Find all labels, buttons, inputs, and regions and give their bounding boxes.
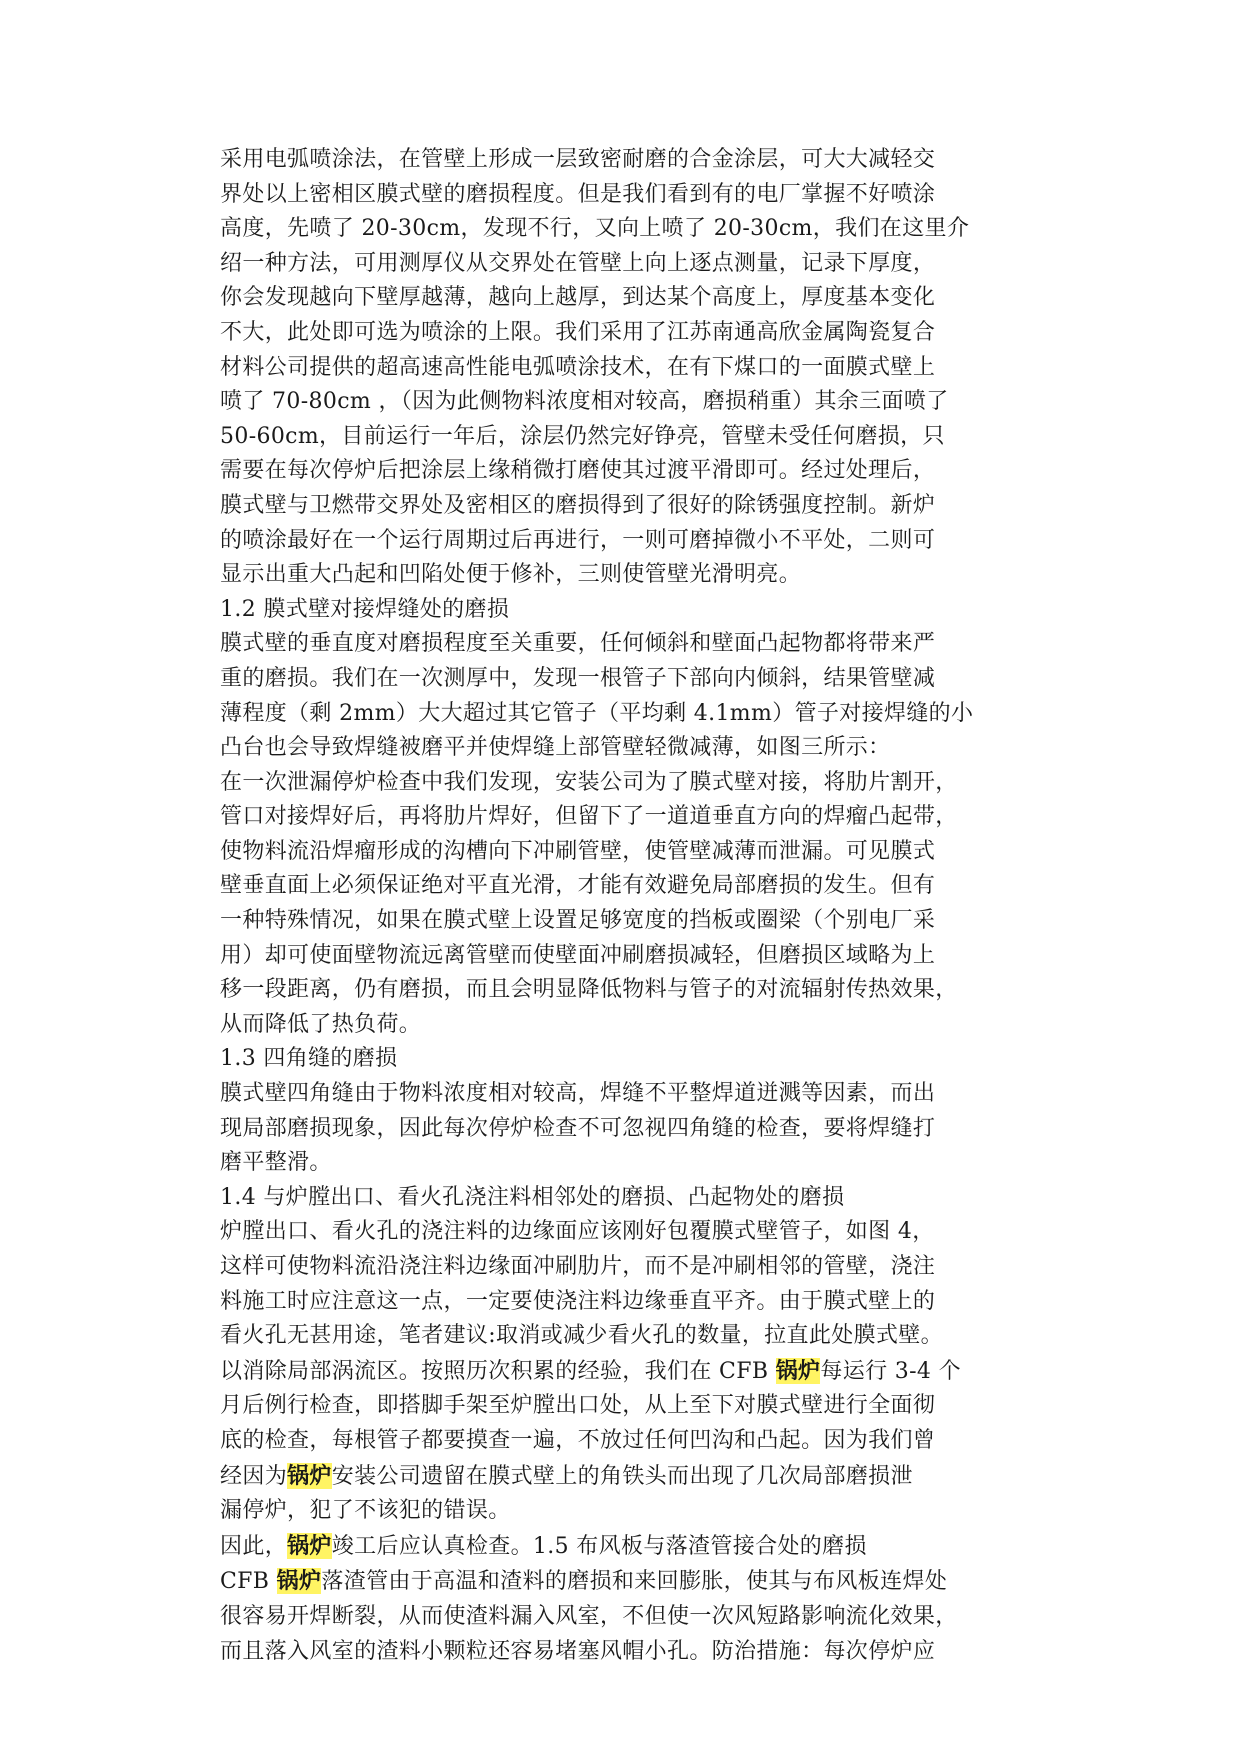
text-line — [220, 316, 1020, 351]
text-segment: 以消除局部涡流区。按照历次积累的经验，我们在 CFB — [220, 1358, 776, 1384]
text-line — [220, 766, 1020, 801]
highlighted-keyword: 锅炉 — [276, 1568, 322, 1595]
text-segment: 经因为 — [220, 1463, 288, 1489]
text-line — [220, 627, 1020, 662]
text-line — [220, 1494, 1020, 1529]
text-segment: 磨平整滑。 — [220, 1150, 332, 1176]
text-segment: 看火孔无甚用途，笔者建议:取消或减少看火孔的数量，拉直此处膜式壁。 — [220, 1323, 943, 1349]
text-segment: 现局部磨损现象，因此每次停炉检查不可忽视四角缝的检查，要将焊缝打 — [220, 1115, 936, 1141]
text-segment: 底的检查，每根管子都要摸查一遍，不放过任何凹沟和凸起。因为我们曾 — [220, 1427, 936, 1453]
text-segment: 材料公司提供的超高速高性能电弧喷涂技术，在有下煤口的一面膜式壁上 — [220, 354, 936, 380]
text-line — [220, 178, 1020, 213]
text-line — [220, 697, 1020, 732]
text-segment: 界处以上密相区膜式壁的磨损程度。但是我们看到有的电厂掌握不好喷涂 — [220, 181, 936, 207]
text-line — [220, 1181, 1020, 1216]
text-segment: 凸台也会导致焊缝被磨平并使焊缝上部管壁轻微减薄，如图三所示： — [220, 735, 891, 761]
text-line — [220, 524, 1020, 559]
text-line — [220, 1285, 1020, 1320]
text-segment: 1.3 四角缝的磨损 — [220, 1046, 398, 1072]
text-line — [220, 212, 1020, 247]
text-segment: 管口对接焊好后，再将肋片焊好，但留下了一道道垂直方向的焊瘤凸起带， — [220, 804, 958, 830]
text-line — [220, 1042, 1020, 1077]
text-line — [220, 800, 1020, 835]
text-line — [220, 869, 1020, 904]
text-segment: 安装公司遗留在膜式壁上的角铁头而出现了几次局部磨损泄 — [331, 1463, 913, 1489]
text-segment: 在一次泄漏停炉检查中我们发现，安装公司为了膜式壁对接，将肋片割开， — [220, 769, 958, 795]
text-line — [220, 835, 1020, 870]
text-line — [220, 1564, 1020, 1600]
text-segment: 绍一种方法，可用测厚仪从交界处在管壁上向上逐点测量，记录下厚度， — [220, 250, 936, 276]
text-segment: 的喷涂最好在一个运行周期过后再进行，一则可磨掉微小不平处，二则可 — [220, 527, 936, 553]
text-line — [220, 973, 1020, 1008]
text-line — [220, 1146, 1020, 1181]
highlighted-keyword: 锅炉 — [775, 1357, 821, 1384]
text-line — [220, 1319, 1020, 1354]
text-segment: 落渣管由于高温和渣料的磨损和来回膨胀，使其与布风板连焊处 — [321, 1569, 948, 1595]
text-segment: 月后例行检查，即搭脚手架至炉膛出口处，从上至下对膜式壁进行全面彻 — [220, 1393, 936, 1419]
text-line — [220, 1250, 1020, 1285]
text-segment: 膜式壁的垂直度对磨损程度至关重要，任何倾斜和壁面凸起物都将带来严 — [220, 631, 936, 657]
text-segment: 炉膛出口、看火孔的浇注料的边缘面应该刚好包覆膜式壁管子，如图 4， — [220, 1219, 935, 1245]
text-line — [220, 1459, 1020, 1495]
text-line — [220, 1635, 1020, 1670]
text-segment: 很容易开焊断裂，从而使渣料漏入风室，不但使一次风短路影响流化效果， — [220, 1603, 958, 1629]
text-segment: 薄程度（剩 2mm）大大超过其它管子（平均剩 4.1mm）管子对接焊缝的小 — [220, 700, 974, 726]
text-segment: 膜式壁四角缝由于物料浓度相对较高，焊缝不平整焊道迸溅等因素，而出 — [220, 1081, 936, 1107]
highlighted-keyword: 锅炉 — [287, 1462, 332, 1489]
text-line — [220, 731, 1020, 766]
text-line — [220, 385, 1020, 420]
text-line — [220, 1112, 1020, 1147]
text-segment: 喷了 70-80cm ，（因为此侧物料浓度相对较高，磨损稍重）其余三面喷了 — [220, 389, 949, 415]
text-segment: 竣工后应认真检查。1.5 布风板与落渣管接合处的磨损 — [331, 1533, 867, 1559]
text-line — [220, 1354, 1020, 1390]
text-line — [220, 1424, 1020, 1459]
text-line — [220, 281, 1020, 316]
text-line — [220, 420, 1020, 455]
text-line — [220, 1008, 1020, 1043]
text-segment: 从而降低了热负荷。 — [220, 1011, 422, 1037]
text-segment: 一种特殊情况，如果在膜式壁上设置足够宽度的挡板或圈梁（个别电厂采 — [220, 908, 936, 934]
text-segment: 漏停炉，犯了不该犯的错误。 — [220, 1498, 511, 1524]
text-segment: 你会发现越向下壁厚越薄，越向上越厚，到达某个高度上，厚度基本变化 — [220, 285, 936, 311]
text-line — [220, 1600, 1020, 1635]
text-segment: 这样可使物料流沿浇注料边缘面冲刷肋片，而不是冲刷相邻的管壁，浇注 — [220, 1254, 936, 1279]
highlighted-keyword: 锅炉 — [287, 1532, 332, 1559]
text-segment: 采用电弧喷涂法，在管壁上形成一层致密耐磨的合金涂层，可大大减轻交 — [220, 147, 936, 172]
text-segment: 1.4 与炉膛出口、看火孔浇注料相邻处的磨损、凸起物处的磨损 — [220, 1184, 845, 1210]
text-line — [220, 593, 1020, 628]
text-segment: 因此， — [220, 1533, 288, 1559]
text-segment: 高度，先喷了 20-30cm，发现不行，又向上喷了 20-30cm，我们在这里介 — [220, 216, 970, 242]
text-segment: 1.2 膜式壁对接焊缝处的磨损 — [220, 596, 510, 622]
text-line — [220, 143, 1020, 178]
text-segment: 使物料流沿焊瘤形成的沟槽向下冲刷管壁，使管壁减薄而泄漏。可见膜式 — [220, 838, 936, 864]
text-line — [220, 662, 1020, 697]
text-segment: 壁垂直面上必须保证绝对平直光滑，才能有效避免局部磨损的发生。但有 — [220, 873, 936, 899]
text-line — [220, 939, 1020, 974]
text-segment: 膜式壁与卫燃带交界处及密相区的磨损得到了很好的除锈强度控制。新炉 — [220, 492, 936, 518]
document-body — [220, 143, 1020, 1669]
text-line — [220, 558, 1020, 593]
text-line — [220, 904, 1020, 939]
text-line — [220, 1077, 1020, 1112]
text-segment: 需要在每次停炉后把涂层上缘稍微打磨使其过渡平滑即可。经过处理后， — [220, 458, 936, 484]
text-segment: 每运行 3-4 个 — [820, 1358, 961, 1384]
text-line — [220, 489, 1020, 524]
text-segment: 用）却可使面壁物流远离管壁而使壁面冲刷磨损减轻，但磨损区域略为上 — [220, 942, 936, 968]
text-segment: 料施工时应注意这一点，一定要使浇注料边缘垂直平齐。由于膜式壁上的 — [220, 1288, 936, 1314]
text-line — [220, 1215, 1020, 1250]
text-line — [220, 247, 1020, 282]
text-segment: 50-60cm，目前运行一年后，涂层仍然完好铮亮，管壁未受任何磨损，只 — [220, 423, 945, 449]
text-segment: 移一段距离，仍有磨损，而且会明显降低物料与管子的对流辐射传热效果， — [220, 977, 958, 1003]
text-segment: 而且落入风室的渣料小颗粒还容易堵塞风帽小孔。防治措施：每次停炉应 — [220, 1638, 936, 1664]
text-line — [220, 1389, 1020, 1424]
text-line — [220, 454, 1020, 489]
text-segment: 重的磨损。我们在一次测厚中，发现一根管子下部向内倾斜，结果管壁减 — [220, 665, 936, 691]
text-segment: CFB — [220, 1569, 277, 1595]
text-line — [220, 1529, 1020, 1565]
text-segment: 显示出重大凸起和凹陷处便于修补，三则使管壁光滑明亮。 — [220, 562, 802, 588]
text-segment: 不大，此处即可选为喷涂的上限。我们采用了江苏南通高欣金属陶瓷复合 — [220, 319, 936, 345]
text-line — [220, 351, 1020, 386]
